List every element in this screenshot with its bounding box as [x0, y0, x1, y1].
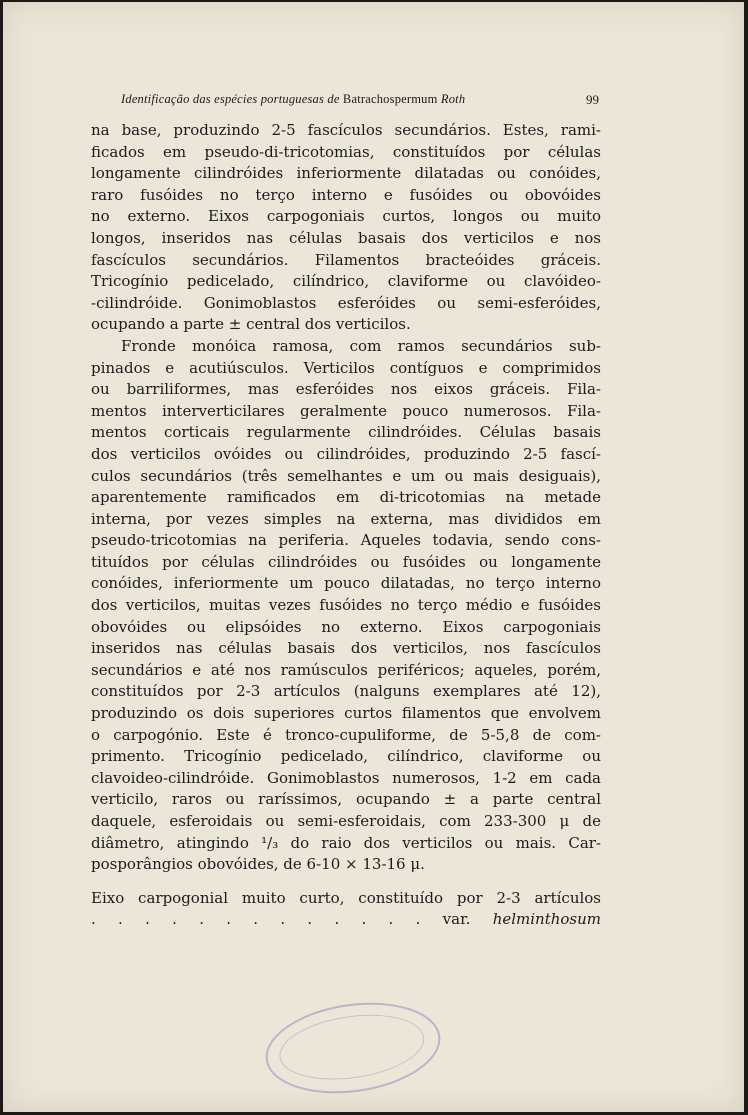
- running-title: [121, 92, 465, 107]
- library-stamp-icon: [260, 992, 447, 1104]
- text-line: fascículos secundários. Filamentos bracteóides gráceis.: [91, 250, 601, 269]
- leader-dots: . . . . . . . . . . . . .: [91, 910, 421, 929]
- library-stamp-inner-ring: [275, 1006, 428, 1088]
- text-line: produzindo os dois superiores curtos filamentos que envolvem: [91, 704, 601, 723]
- text-line: verticilo, raros ou raríssimos, ocupando ± a parte central: [91, 790, 601, 809]
- page-number: 99: [586, 92, 599, 107]
- body-text: [91, 120, 601, 931]
- text-line: pseudo-tricotomias na periferia. Aqueles todavia, sendo cons-: [91, 531, 601, 550]
- running-title-text: Identificação das espécies portuguesas de: [121, 92, 340, 106]
- text-line: ficados em pseudo-di-tricotomias, constituídos por células: [91, 142, 601, 161]
- text-line: mentos corticais regularmente cilindróides. Células basais: [91, 423, 601, 442]
- text-line: inseridos nas células basais dos verticilos, nos fascículos: [91, 639, 601, 658]
- variety-name: helminthosum: [492, 910, 601, 929]
- paragraph: [91, 336, 601, 876]
- text-line: raro fusóides no terço interno e fusóides ou obovóides: [91, 185, 601, 204]
- text-line: culos secundários (três semelhantes e um ou mais desiguais),: [91, 466, 601, 485]
- text-line: aparentemente ramificados em di-tricotomias na metade: [91, 488, 601, 507]
- variety-prefix: var.: [442, 910, 471, 929]
- text-line: na base, produzindo 2-5 fascículos secundários. Estes, rami-: [91, 121, 601, 139]
- book-page: [3, 2, 744, 1112]
- text-line: Tricogínio pedicelado, cilíndrico, claviforme ou clavóideo-: [91, 272, 601, 291]
- text-line: dos verticilos ovóides ou cilindróides, produzindo 2-5 fascí-: [91, 444, 601, 463]
- text-line: Fronde monóica ramosa, com ramos secundários sub-: [121, 336, 601, 355]
- text-line: diâmetro, atingindo ¹/₃ do raio dos verticilos ou mais. Car-: [91, 833, 601, 852]
- text-line: obovóides ou elipsóides no externo. Eixos carpogoniais: [91, 617, 601, 636]
- key-line-variety: [91, 909, 601, 931]
- text-line: primento. Tricogínio pedicelado, cilíndrico, claviforme ou: [91, 747, 601, 766]
- text-line: ou barriliformes, mas esferóides nos eixos gráceis. Fila-: [91, 380, 601, 399]
- text-line: constituídos por 2-3 artículos (nalguns exemplares até 12),: [91, 682, 601, 701]
- text-line: interna, por vezes simples na externa, mas divididos em: [91, 509, 601, 528]
- text-line: ocupando a parte ± central dos verticilos.: [91, 315, 411, 334]
- running-title-genus: Batrachospermum: [342, 92, 438, 106]
- spacer: [91, 876, 601, 888]
- text-line: pinados e acutiúsculos. Verticilos contíguos e comprimidos: [91, 358, 601, 377]
- text-line: clavoideo-cilindróide. Gonimoblastos numerosos, 1-2 em cada: [91, 768, 601, 787]
- text-line: -cilindróide. Gonimoblastos esferóides ou semi-esferóides,: [91, 293, 601, 312]
- text-line: longamente cilindróides inferiormente dilatadas ou conóides,: [91, 164, 601, 183]
- key-line: Eixo carpogonial muito curto, constituído por 2-3 artículos: [91, 888, 601, 907]
- text-line: o carpogónio. Este é tronco-cupuliforme, de 5-5,8 de com-: [91, 725, 601, 744]
- running-title-author: Roth: [440, 92, 466, 106]
- paragraph: [91, 120, 601, 336]
- text-line: daquele, esferoidais ou semi-esferoidais, com 233-300 μ de: [91, 812, 601, 830]
- text-line: mentos interverticilares geralmente pouco numerosos. Fila-: [91, 401, 601, 420]
- text-line: posporângios obovóides, de 6-10 × 13-16 μ.: [91, 855, 425, 874]
- text-line: tituídos por células cilindróides ou fusóides ou longamente: [91, 552, 601, 571]
- text-line: longos, inseridos nas células basais dos verticilos e nos: [91, 228, 601, 247]
- running-header: [121, 92, 599, 112]
- text-line: secundários e até nos ramúsculos periféricos; aqueles, porém,: [91, 660, 601, 679]
- key-entry: [91, 888, 601, 931]
- text-line: dos verticilos, muitas vezes fusóides no terço médio e fusóides: [91, 596, 601, 615]
- text-line: conóides, inferiormente um pouco dilatadas, no terço interno: [91, 574, 601, 593]
- text-line: no externo. Eixos carpogoniais curtos, longos ou muito: [91, 207, 601, 226]
